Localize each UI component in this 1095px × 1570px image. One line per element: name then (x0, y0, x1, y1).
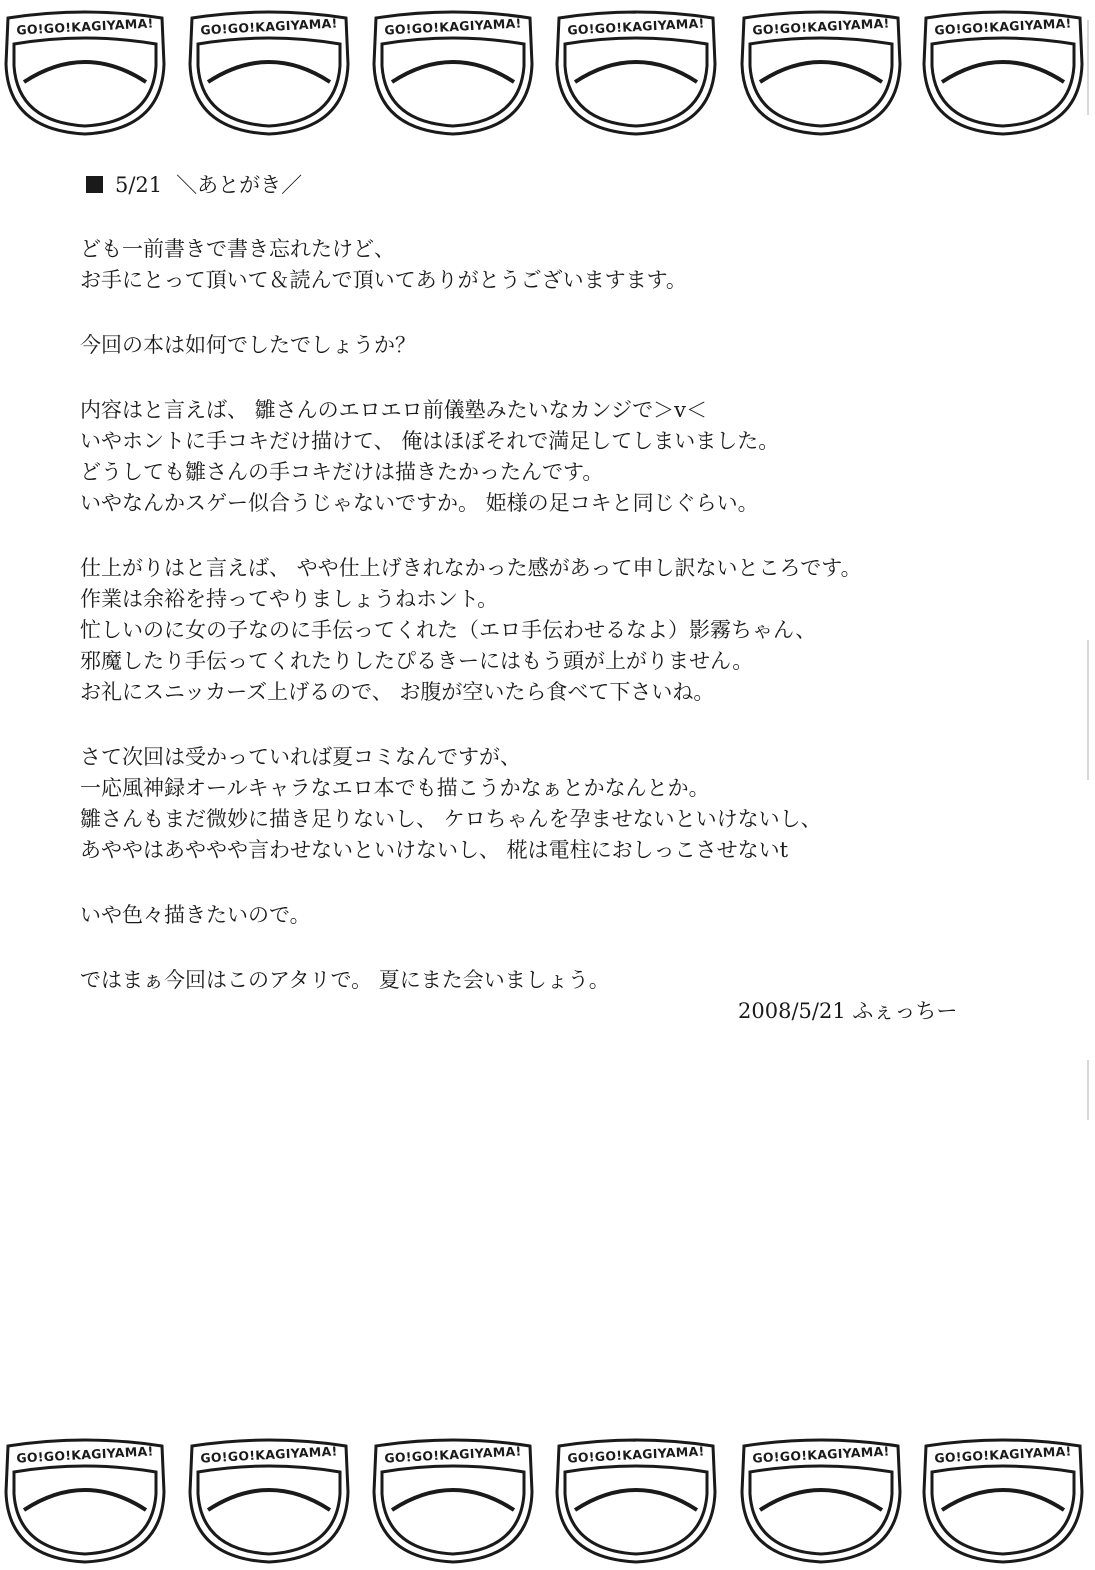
badge-label: GO!GO!KAGIYAMA! (933, 15, 1072, 38)
go-go-kagiyama-badge (370, 4, 536, 139)
paragraph-line: 今回の本は如何でしたでしょうか？ (80, 333, 416, 357)
paragraph-line: いやホントに手コキだけ描けて、 俺はほぼそれで満足してしまいました。 (80, 429, 780, 453)
heading-title: ＼あとがき／ (176, 173, 303, 197)
afterword-heading (80, 168, 1040, 202)
go-go-kagiyama-badge (553, 4, 719, 139)
paragraph-line: いや色々描きたいので。 (80, 903, 311, 927)
signature: 2008/5/21 ふぇっちー (738, 999, 958, 1023)
paragraph (80, 900, 1040, 931)
paragraph-line: 邪魔したり手伝ってくれたりしたぴるきーにはもう頭が上がりません。 (80, 649, 754, 673)
paragraph-line: ではまぁ今回はこのアタリで。 夏にまた会いましょう。 (80, 968, 610, 992)
badge-label: GO!GO!KAGIYAMA! (199, 1443, 338, 1466)
paragraph-line: 忙しいのに女の子なのに手伝ってくれた（エロ手伝わせるなよ）影霧ちゃん、 (80, 618, 817, 642)
badge-label: GO!GO!KAGIYAMA! (383, 15, 522, 38)
page-edge-line (1087, 640, 1089, 780)
go-go-kagiyama-badge (920, 1432, 1086, 1567)
badge-label: GO!GO!KAGIYAMA! (15, 1443, 154, 1466)
badge-label: GO!GO!KAGIYAMA! (751, 1443, 890, 1466)
square-bullet-icon (86, 176, 103, 193)
paragraph (80, 742, 1040, 866)
heading-date: 5/21 (115, 173, 163, 197)
badge-label: GO!GO!KAGIYAMA! (751, 15, 890, 38)
paragraph-line: 作業は余裕を持ってやりましょうねホント。 (80, 587, 499, 611)
go-go-kagiyama-badge (553, 1432, 719, 1567)
badge-label: GO!GO!KAGIYAMA! (933, 1443, 1072, 1466)
go-go-kagiyama-badge (2, 4, 168, 139)
go-go-kagiyama-badge (920, 4, 1086, 139)
paragraph-line: いやなんかスゲー似合うじゃないですか。 姫様の足コキと同じぐらい。 (80, 491, 759, 515)
paragraph (80, 553, 1040, 708)
paragraph-line: 一応風神録オールキャラなエロ本でも描こうかなぁとかなんとか。 (80, 776, 710, 800)
go-go-kagiyama-badge (738, 4, 904, 139)
paragraph (80, 395, 1040, 519)
go-go-kagiyama-badge (2, 1432, 168, 1567)
badge-label: GO!GO!KAGIYAMA! (199, 15, 338, 38)
afterword-content (80, 168, 1040, 1030)
paragraph-line: ども一前書きで書き忘れたけど、 (80, 237, 395, 261)
badge-row-bottom (0, 1432, 1095, 1567)
go-go-kagiyama-badge (186, 1432, 352, 1567)
paragraph-line: さて次回は受かっていれば夏コミなんですが、 (80, 745, 521, 769)
paragraph-line: 内容はと言えば、 雛さんのエロエロ前儀塾みたいなカンジで＞v＜ (80, 398, 708, 422)
badge-label: GO!GO!KAGIYAMA! (15, 15, 154, 38)
badge-label: GO!GO!KAGIYAMA! (566, 1443, 705, 1466)
paragraph-line: お礼にスニッカーズ上げるので、 お腹が空いたら食べて下さいね。 (80, 680, 715, 704)
go-go-kagiyama-badge (738, 1432, 904, 1567)
badge-row-top (0, 4, 1095, 139)
paragraph-line: 雛さんもまだ微妙に描き足りないし、 ケロちゃんを孕ませないといけないし、 (80, 807, 822, 831)
afterword-body (80, 234, 1040, 996)
go-go-kagiyama-badge (186, 4, 352, 139)
paragraph-line: 仕上がりはと言えば、 やや仕上げきれなかった感があって申し訳ないところです。 (80, 556, 862, 580)
paragraph (80, 234, 1040, 296)
badge-label: GO!GO!KAGIYAMA! (383, 1443, 522, 1466)
paragraph (80, 330, 1040, 361)
paragraph-line: お手にとって頂いて＆読んで頂いてありがとうございますます。 (80, 268, 687, 292)
go-go-kagiyama-badge (370, 1432, 536, 1567)
page-edge-line (1087, 1060, 1089, 1120)
badge-label: GO!GO!KAGIYAMA! (566, 15, 705, 38)
paragraph-line: あややはあややや言わせないといけないし、 椛は電柱におしっこさせないt (80, 838, 789, 862)
paragraph-line: どうしても雛さんの手コキだけは描きたかったんです。 (80, 460, 604, 484)
paragraph (80, 965, 1040, 996)
